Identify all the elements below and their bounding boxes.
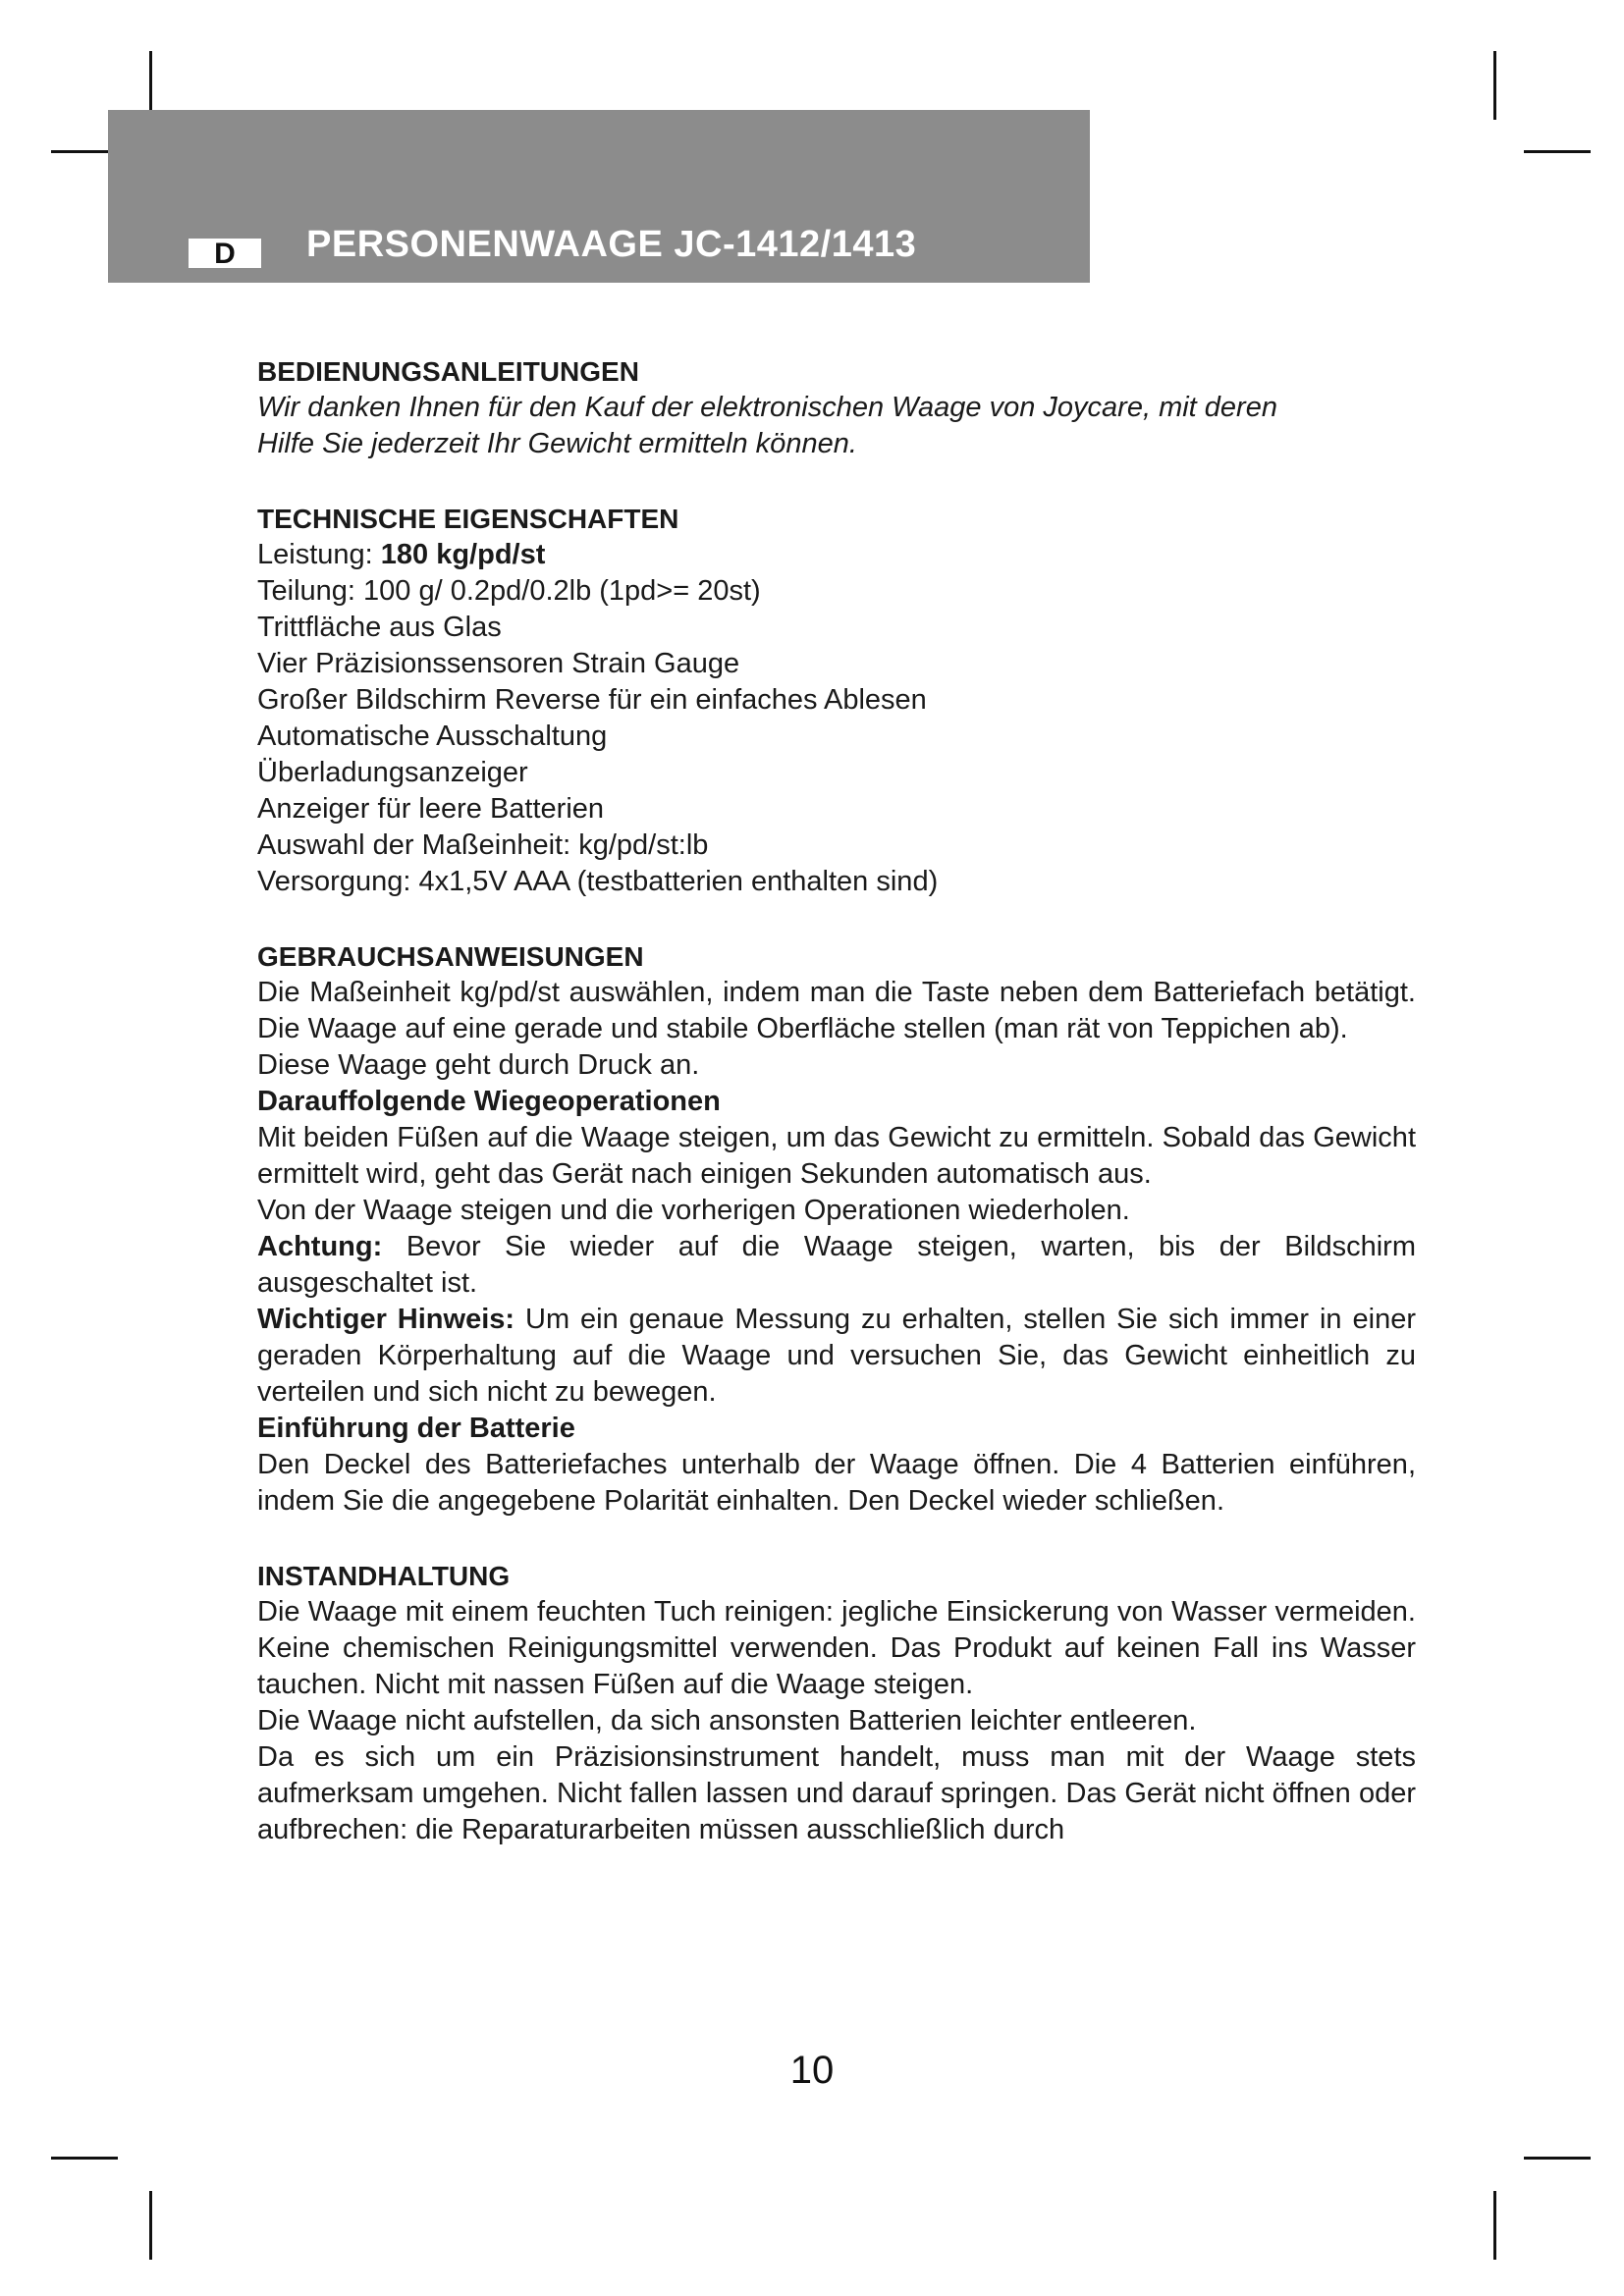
intro-heading: BEDIENUNGSANLEITUNGEN	[257, 356, 639, 387]
crop-mark-bottom-left-vertical	[149, 2191, 152, 2260]
crop-mark-bottom-right-horizontal	[1524, 2157, 1591, 2160]
maintenance-paragraph: Die Waage nicht aufstellen, da sich ansonsten Batterien leichter entleeren.	[257, 1705, 1197, 1736]
note-label: Wichtiger Hinweis:	[257, 1304, 515, 1335]
technical-item: Auswahl der Maßeinheit: kg/pd/st:lb	[257, 829, 709, 861]
section-technical	[257, 501, 1416, 900]
crop-mark-top-right-vertical	[1493, 51, 1496, 120]
crop-mark-bottom-left-horizontal	[51, 2157, 118, 2160]
usage-paragraph: Die Maßeinheit kg/pd/st auswählen, indem man die Taste neben dem Batteriefach betätigt. Die Waage auf eine gerade und stabile Oberfläche stellen (man rät von Teppichen ab).	[257, 977, 1416, 1044]
page-title: PERSONENWAAGE JC-1412/1413	[306, 224, 917, 265]
crop-mark-bottom-right-vertical	[1493, 2191, 1496, 2260]
usage-paragraph: Diese Waage geht durch Druck an.	[257, 1049, 700, 1081]
capacity-line	[257, 537, 1416, 573]
crop-mark-top-right-horizontal	[1524, 150, 1591, 153]
attention-label: Achtung:	[257, 1231, 383, 1262]
attention-text: Bevor Sie wieder auf die Waage steigen, warten, bis der Bildschirm ausgeschaltet ist.	[257, 1231, 1416, 1299]
section-intro	[257, 353, 1416, 462]
technical-item: Anzeiger für leere Batterien	[257, 793, 605, 825]
technical-item: Teilung: 100 g/ 0.2pd/0.2lb (1pd>= 20st)	[257, 575, 761, 607]
language-badge: D	[189, 239, 261, 268]
attention-paragraph	[257, 1229, 1416, 1302]
maintenance-heading: INSTANDHALTUNG	[257, 1561, 511, 1591]
usage-paragraph: Von der Waage steigen und die vorherigen Operationen wiederholen.	[257, 1195, 1130, 1226]
technical-item: Trittfläche aus Glas	[257, 612, 502, 643]
capacity-value: 180 kg/pd/st	[380, 539, 546, 570]
note-paragraph	[257, 1302, 1416, 1411]
intro-text-line-2: Hilfe Sie jederzeit Ihr Gewicht ermitteln können.	[257, 428, 857, 459]
technical-item: Überladungsanzeiger	[257, 757, 528, 788]
usage-paragraph: Mit beiden Füßen auf die Waage steigen, um das Gewicht zu ermitteln. Sobald das Gewicht ermittelt wird, geht das Gerät nach einigen Sekunden automatisch aus.	[257, 1122, 1416, 1190]
technical-item: Versorgung: 4x1,5V AAA (testbatterien enthalten sind)	[257, 866, 939, 897]
technical-heading: TECHNISCHE EIGENSCHAFTEN	[257, 504, 679, 534]
technical-item: Vier Präzisionssensoren Strain Gauge	[257, 648, 740, 679]
usage-heading: GEBRAUCHSANWEISUNGEN	[257, 941, 644, 972]
page-number: 10	[789, 2049, 835, 2092]
section-maintenance	[257, 1558, 1416, 1848]
capacity-label: Leistung:	[257, 539, 373, 570]
maintenance-paragraph: Die Waage mit einem feuchten Tuch reinigen: jegliche Einsickerung von Wasser vermeiden. Keine chemischen Reinigungsmittel verwenden. Das Produkt auf keinen Fall ins Wasser tauchen. Nicht mit nassen Füßen auf die Waage steigen.	[257, 1596, 1416, 1700]
usage-subheading-weighing: Darauffolgende Wiegeoperationen	[257, 1086, 721, 1117]
note-text: Um ein genaue Messung zu erhalten, stellen Sie sich immer in einer geraden Körperhaltung auf die Waage und versuchen Sie, das Gewicht einheitlich zu verteilen und sich nicht zu bewegen.	[257, 1304, 1416, 1408]
technical-item: Automatische Ausschaltung	[257, 721, 608, 752]
usage-paragraph: Den Deckel des Batteriefaches unterhalb der Waage öffnen. Die 4 Batterien einführen, indem Sie die angegebene Polarität einhalten. Den Deckel wieder schließen.	[257, 1449, 1416, 1517]
maintenance-paragraph: Da es sich um ein Präzisionsinstrument handelt, muss man mit der Waage stets aufmerksam umgehen. Nicht fallen lassen und darauf springen. Das Gerät nicht öffnen oder aufbrechen: die Reparaturarbeiten müssen ausschließlich durch	[257, 1741, 1416, 1845]
usage-subheading-battery: Einführung der Batterie	[257, 1413, 575, 1444]
section-usage	[257, 938, 1416, 1520]
intro-text-line-1: Wir danken Ihnen für den Kauf der elektronischen Waage von Joycare, mit deren	[257, 392, 1277, 423]
document-body	[257, 353, 1416, 1848]
technical-item: Großer Bildschirm Reverse für ein einfaches Ablesen	[257, 684, 927, 716]
